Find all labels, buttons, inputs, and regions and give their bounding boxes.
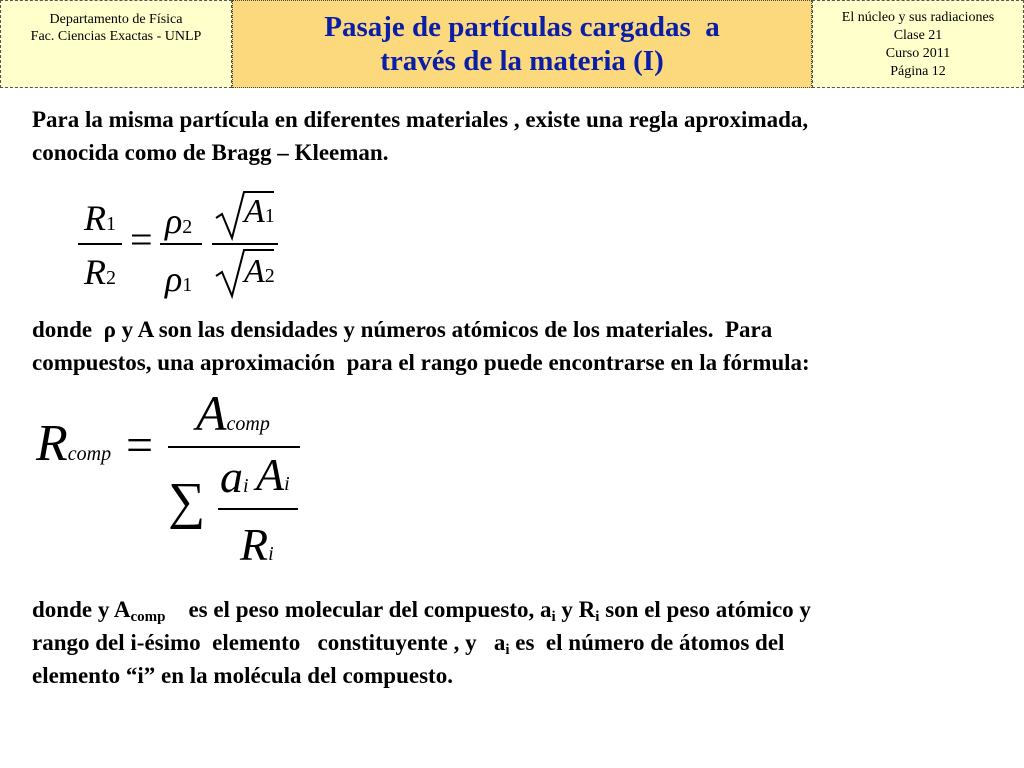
paragraph-line: elemento “i” en la molécula del compuesto. — [32, 663, 453, 688]
equals-sign: = — [130, 217, 153, 262]
title-line-1: Pasaje de partículas cargadas a — [324, 11, 720, 43]
course-name: El núcleo y sus radiaciones — [841, 10, 995, 25]
paragraph-bragg-intro — [32, 103, 1012, 169]
summation-symbol: ∑ — [168, 473, 206, 530]
formula-A-comp: Acomp — [196, 385, 270, 441]
formula-R1: R1 — [84, 198, 116, 238]
header-title-box — [232, 0, 812, 88]
formula-rho1: ρ1 — [165, 259, 193, 299]
fraction-bar — [78, 243, 122, 245]
faculty-label: Fac. Ciencias Exactas - UNLP — [30, 29, 202, 44]
paragraph-line: conocida como de Bragg – Kleeman. — [32, 140, 389, 165]
formula-R-comp: Rcomp — [36, 415, 112, 472]
fraction-bar — [212, 243, 278, 245]
department-label: Departamento de Física — [49, 12, 183, 27]
course-year: Curso 2011 — [885, 46, 951, 61]
paragraph-line: rango del i-ésimo elemento constituyente , y $a_i$ es el número de átomos del — [32, 630, 785, 658]
class-number: Clase 21 — [893, 28, 943, 43]
page-title — [233, 10, 811, 78]
paragraph-line: Para la misma partícula en diferentes materiales , existe una regla aproximada, — [32, 107, 809, 132]
header-left-box — [0, 0, 232, 88]
fraction-bar — [218, 508, 298, 510]
paragraph-line: compuestos, una aproximación para el rango puede encontrarse en la fórmula: — [32, 350, 810, 375]
formula-R2: R2 — [84, 252, 116, 292]
page-number: Página 12 — [890, 64, 946, 79]
paragraph-line: donde y $A_{comp}$ es el peso molecular del compuesto, $a_i$ y $R_i$ son el peso atómico y — [32, 597, 811, 625]
fraction-bar — [160, 243, 202, 245]
paragraph-definitions — [32, 593, 1012, 692]
formula-A2: A2 — [244, 253, 275, 290]
title-line-2: través de la materia (I) — [380, 45, 664, 77]
paragraph-compounds — [32, 313, 1012, 379]
formula-rho2: ρ2 — [165, 201, 193, 241]
formula-A1: A1 — [244, 193, 275, 230]
formula-Ai: Ai — [256, 449, 290, 500]
equals-sign: = — [126, 419, 154, 472]
formula-ai: ai — [220, 451, 249, 502]
header-right-box — [812, 0, 1024, 88]
formula-Ri: Ri — [240, 519, 274, 570]
paragraph-line: donde ρ y A son las densidades y números atómicos de los materiales. Para — [32, 317, 773, 342]
